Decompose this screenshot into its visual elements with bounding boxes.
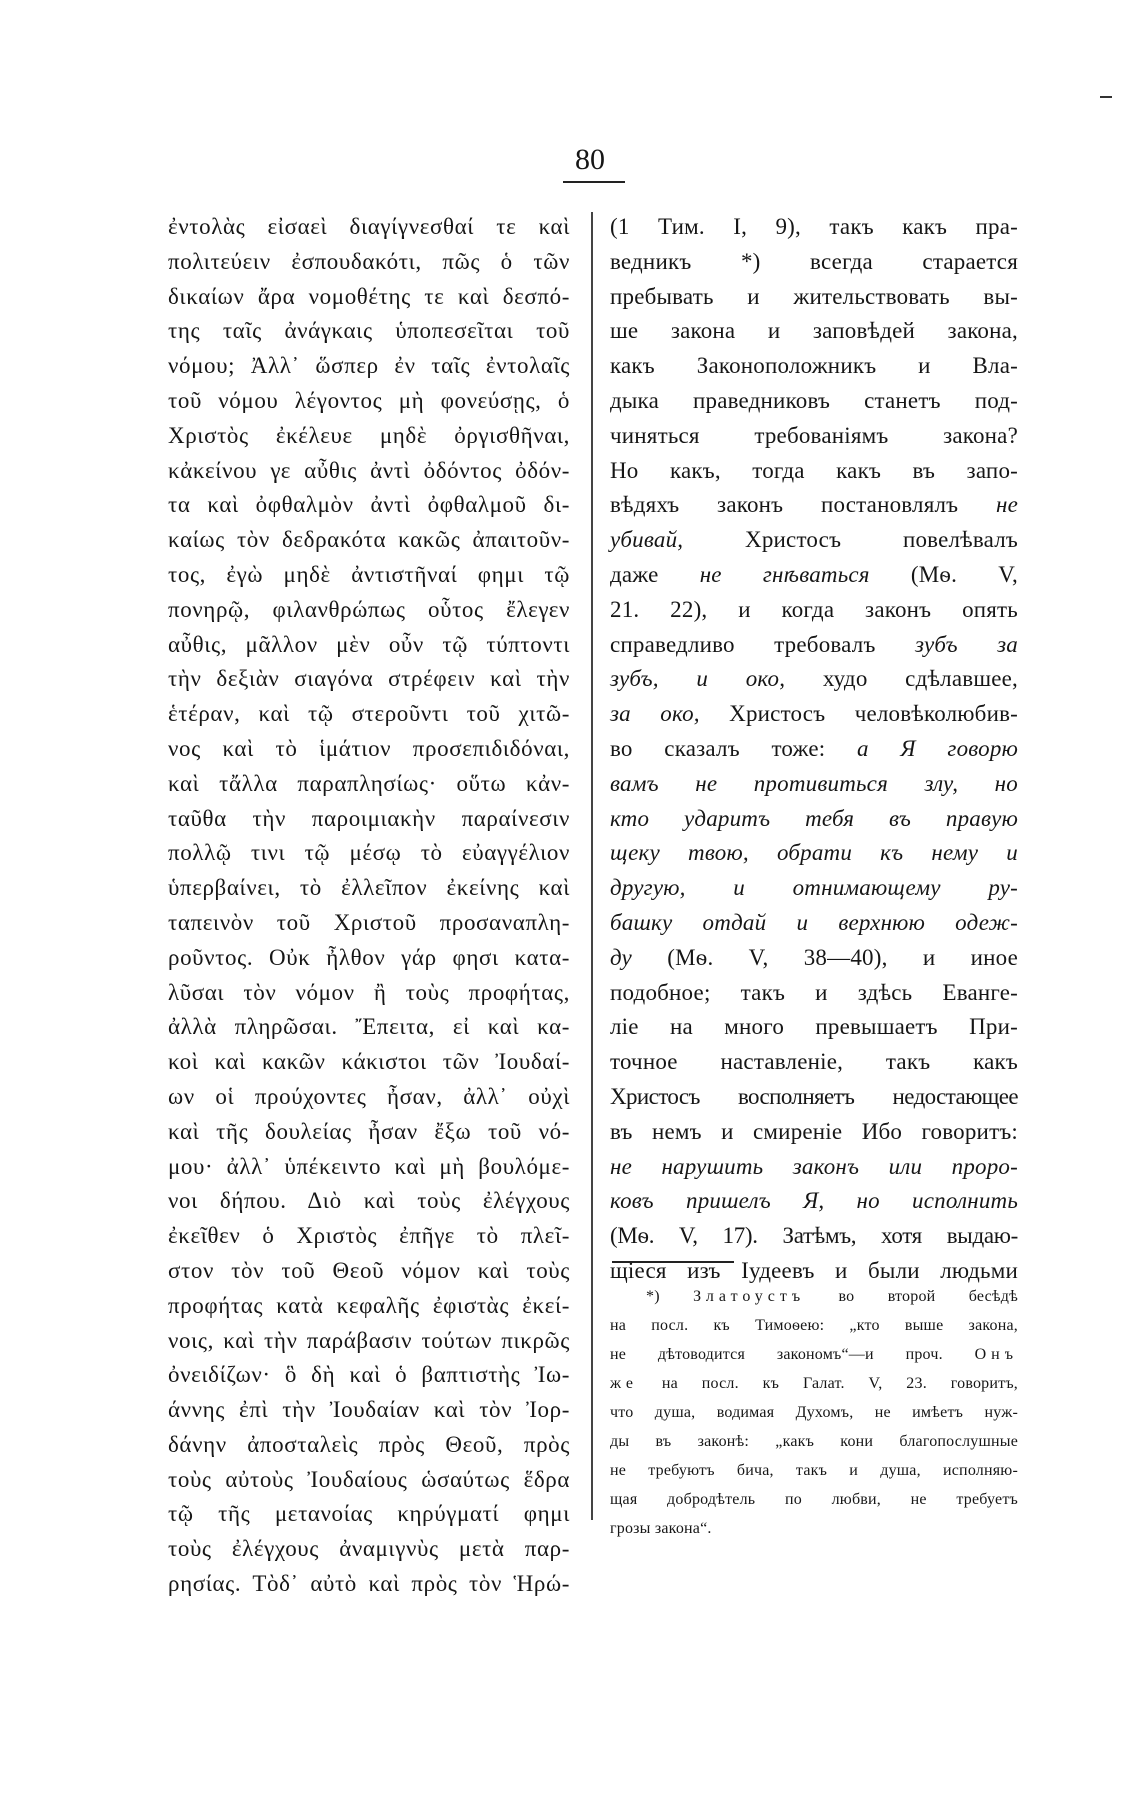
text-line: ταπεινὸν τοῦ Χριστοῦ προσαναπλη- [168, 909, 570, 935]
text-line: щеку твою, обрати къ нему и [610, 840, 1018, 866]
text-line: μου· ἀλλ᾽ ὑπέκειντο καὶ μὴ βουλόμε- [168, 1153, 570, 1179]
text-line: καὶ τῆς δουλείας ἦσαν ἔξω τοῦ νό- [168, 1118, 570, 1144]
text-line: καίως τὸν δεδρακότα κακῶς ἀπαιτοῦν- [168, 527, 570, 553]
text-line: ведникъ *) всегда старается [610, 248, 1018, 274]
text-line: (1 Тим. I, 9), такъ какъ пра- [610, 214, 1018, 239]
text-line: за око, Христосъ человѣколюбив- [610, 701, 1018, 727]
text-line: ἑτέραν, καὶ τῷ στεροῦντι τοῦ χιτῶ- [168, 701, 570, 727]
text-line: во сказалъ тоже: а Я говорю [610, 735, 1018, 761]
text-line: ковъ пришелъ Я, но исполнить [610, 1188, 1018, 1214]
text-line: τὴν δεξιὰν σιαγόνα στρέφειν καὶ τὴν [168, 666, 570, 692]
text-line: τος, ἐγὼ μηδὲ ἀντιστῆναί φημι τῷ [168, 561, 570, 587]
greek-column [168, 210, 570, 1602]
page-number: 80 [575, 143, 605, 176]
text-line: ду (Мѳ. V, 38—40), и иное [610, 944, 1019, 970]
text-line: κοὶ καὶ κακῶν κάκιστοι τῶν Ἰουδαί- [168, 1049, 570, 1075]
text-line: πολλῷ τινι τῷ μέσῳ τὸ εὐαγγέλιον [168, 840, 570, 866]
text-line: Христосъ восполняетъ недостающее [610, 1083, 1018, 1109]
text-line: не нарушить законъ или проро- [610, 1153, 1018, 1179]
text-line: ων οἱ προύχοντες ἦσαν, ἀλλ᾽ οὐχὶ [168, 1083, 570, 1109]
text-line: (Мѳ. V, 17). Затѣмъ, хотя выдаю- [610, 1223, 1018, 1249]
text-line: πολιτεύειν ἐσπουδακότι, πῶς ὁ τῶν [168, 248, 570, 274]
text-line: кто ударитъ тебя въ правую [610, 805, 1018, 831]
footnote-line: *) Златоустъ во второй бесѣдѣ [646, 1288, 1019, 1305]
text-line: пребывать и жительствовать вы- [610, 283, 1018, 309]
text-line: πονηρῷ, φιλανθρώπως οὗτος ἔλεγεν [168, 596, 570, 622]
text-line: ὑπερβαίνει, τὸ ἐλλεῖπον ἐκείνης καὶ [168, 875, 570, 901]
footnote-rule [612, 1261, 734, 1263]
text-line: 21. 22), и когда законъ опять [610, 596, 1018, 622]
page-number-rule [563, 181, 625, 183]
text-line: Χριστὸς ἐκέλευε μηδὲ ὀργισθῆναι, [168, 422, 570, 448]
text-line: νοις, καὶ τὴν παράβασιν τούτων πικρῶς [168, 1327, 570, 1353]
text-line: άννης ἐπὶ τὴν Ἰουδαίαν καὶ τὸν Ἰορ- [168, 1397, 570, 1423]
text-line: αὖθις, μᾶλλον μὲν οὖν τῷ τύπτοντι [168, 631, 570, 657]
text-line: даже не гнѣваться (Мѳ. V, [610, 561, 1018, 587]
text-line: δικαίων ἄρα νομοθέτης τε καὶ δεσπό- [168, 283, 570, 309]
footnote [610, 1282, 1018, 1543]
text-line: справедливо требовалъ зубъ за [610, 631, 1019, 657]
text-line: λῦσαι τὸν νόμον ἢ τοὺς προφήτας, [168, 979, 570, 1005]
text-line: δάνην ἀποσταλεὶς πρὸς Θεοῦ, πρὸς [168, 1431, 570, 1457]
text-line: точное наставленiе, такъ какъ [610, 1049, 1018, 1075]
footnote-line: грозы закона“. [610, 1520, 712, 1537]
footnote-line: что душа, водимая Духомъ, не имѣетъ нуж- [610, 1404, 1018, 1421]
text-line: κἀκείνου γε αὖθις ἀντὶ ὀδόντος ὀδόν- [168, 457, 570, 483]
margin-mark [1100, 96, 1112, 98]
text-line: подобное; такъ и здѣсь Еванге- [610, 979, 1018, 1005]
footnote-line: же на посл. къ Галат. V, 23. говоритъ, [610, 1375, 1018, 1392]
text-line: νος καὶ τὸ ἱμάτιον προσεπιδιδόναι, [168, 735, 570, 761]
text-line: зубъ, и око, худо сдѣлавшее, [610, 666, 1019, 692]
text-line: τῷ τῆς μετανοίας κηρύγματί φημι [168, 1501, 570, 1527]
text-line: ше закона и заповѣдей закона, [610, 318, 1018, 344]
text-line: лiе на много превышаетъ При- [610, 1014, 1018, 1040]
footnote-line: не требуютъ бича, такъ и душа, исполняю- [610, 1462, 1018, 1479]
text-line: καὶ τἄλλα παραπλησίως· οὕτω κἀν- [168, 770, 570, 796]
footnote-line: щая добродѣтель по любви, не требуетъ [610, 1491, 1018, 1508]
footnote-line: не дѣтоводится закономъ“—и проч. Онъ [610, 1346, 1018, 1363]
text-line: дыка праведниковъ станетъ под- [610, 387, 1018, 413]
column-divider [591, 212, 593, 1520]
text-line: ὀνειδίζων· ὃ δὴ καὶ ὁ βαπτιστὴς Ἰω- [168, 1362, 570, 1388]
text-line: чиняться требованiямъ закона? [610, 422, 1018, 448]
text-line: της ταῖς ἀνάγκαις ὑποπεσεῖται τοῦ [168, 318, 570, 344]
russian-column [610, 210, 1018, 1289]
text-line: ἀλλὰ πληρῶσαι. Ἔπειτα, εἰ καὶ κα- [168, 1014, 570, 1040]
text-line: νοι δήπου. Διὸ καὶ τοὺς ἐλέγχους [168, 1188, 570, 1214]
text-line: Но какъ, тогда какъ въ запо- [610, 457, 1018, 483]
text-line: другую, и отнимающему ру- [610, 875, 1018, 901]
footnote-line: на посл. къ Тимоѳею: „кто выше закона, [610, 1317, 1018, 1334]
text-line: въ немъ и смиренiе Ибо говоритъ: [610, 1118, 1018, 1144]
text-line: τοὺς ἐλέγχους ἀναμιγνὺς μετὰ παρ- [168, 1536, 570, 1562]
text-line: ροῦντος. Οὐκ ἦλθον γάρ φησι κατα- [168, 944, 570, 970]
text-line: ρησίας. Τὸδ᾽ αὐτὸ καὶ πρὸς τὸν Ἡρώ- [168, 1571, 570, 1597]
text-line: τοῦ νόμου λέγοντος μὴ φονεύσῃς, ὁ [168, 387, 570, 413]
text-line: убивай, Христосъ повелѣвалъ [610, 527, 1018, 553]
text-line: вѣдяхъ законъ постановлялъ не [610, 492, 1018, 518]
text-line: ταῦθα τὴν παροιμιακὴν παραίνεσιν [168, 805, 570, 831]
footnote-line: ды въ законѣ: „какъ кони благопослушные [610, 1433, 1018, 1450]
footnote-marker: *) [646, 1288, 660, 1305]
text-line: νόμου; Ἀλλ᾽ ὥσπερ ἐν ταῖς ἐντολαῖς [168, 353, 570, 379]
text-line: вамъ не противиться злу, но [610, 770, 1018, 796]
text-line: какъ Законоположникъ и Вла- [610, 353, 1018, 379]
text-line: башку отдай и верхнюю одеж- [610, 909, 1018, 935]
text-line: τοὺς αὐτοὺς Ἰουδαίους ὡσαύτως ἕδρα [168, 1466, 570, 1492]
text-line: ἐκεῖθεν ὁ Χριστὸς ἐπῆγε τὸ πλεῖ- [168, 1223, 570, 1249]
text-line: ἐντολὰς εἰσαεὶ διαγίγνεσθαί τε καὶ [168, 214, 570, 239]
text-line: προφήτας κατὰ κεφαλῆς ἐφιστὰς ἐκεί- [168, 1292, 570, 1318]
text-line: τα καὶ ὀφθαλμὸν ἀντὶ ὀφθαλμοῦ δι- [168, 492, 570, 518]
text-line: щiеся изъ Іудеевъ и были людьми [610, 1257, 1018, 1283]
text-line: στον τὸν τοῦ Θεοῦ νόμον καὶ τοὺς [168, 1257, 570, 1283]
